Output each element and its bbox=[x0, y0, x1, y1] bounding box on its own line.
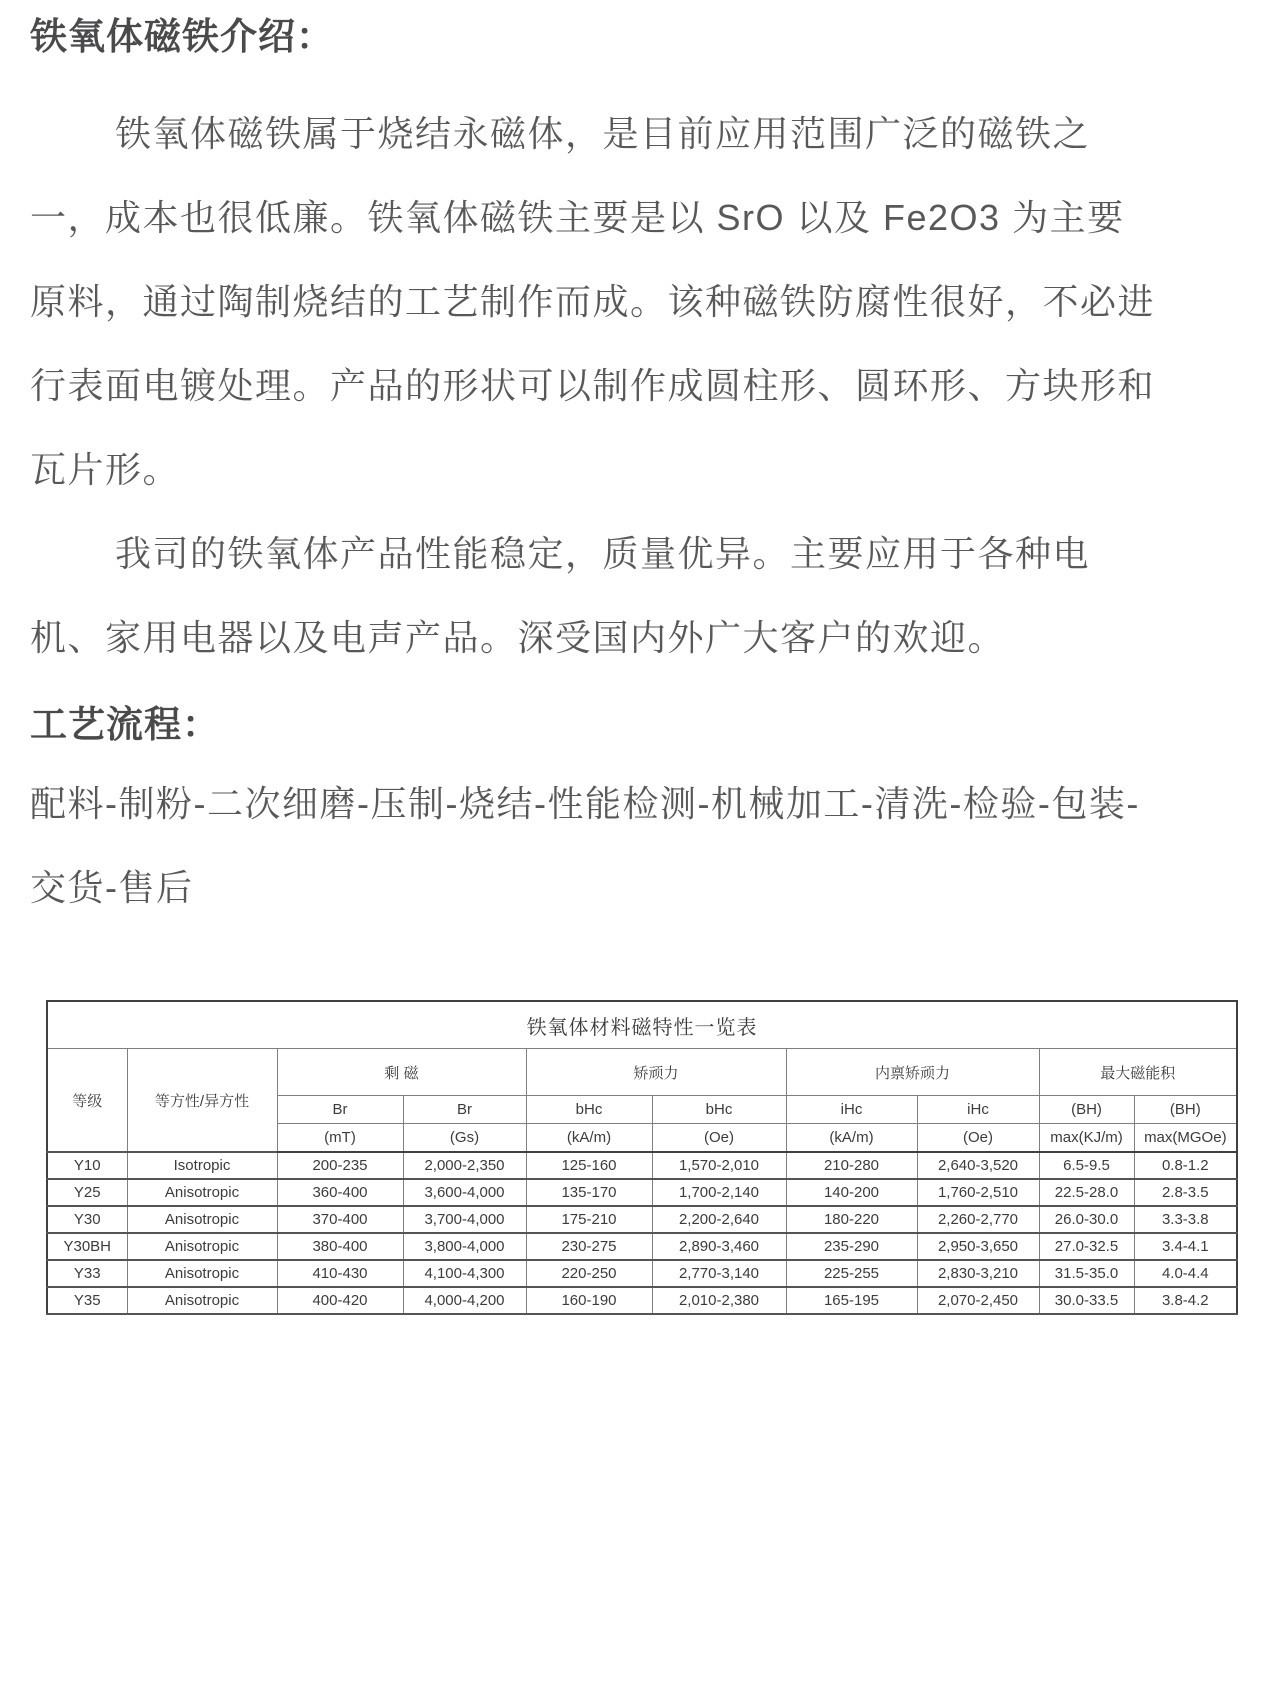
col-group-coercivity: 矫顽力 bbox=[526, 1049, 786, 1096]
cell-bhc-kam: 220-250 bbox=[526, 1260, 652, 1287]
cell-ihc-oe: 2,260-2,770 bbox=[917, 1206, 1039, 1233]
table-title-row bbox=[47, 1001, 1237, 1049]
intro-heading: 铁氧体磁铁介绍： bbox=[30, 16, 334, 57]
cell-bhc-oe: 2,890-3,460 bbox=[652, 1233, 786, 1260]
cell-isotropy: Anisotropic bbox=[127, 1260, 277, 1287]
table-group-header-row bbox=[47, 1049, 1237, 1096]
cell-bhc-kam: 230-275 bbox=[526, 1233, 652, 1260]
cell-br-gs: 3,800-4,000 bbox=[403, 1233, 526, 1260]
cell-bh-kjm: 31.5-35.0 bbox=[1039, 1260, 1134, 1287]
cell-ihc-oe: 2,830-3,210 bbox=[917, 1260, 1039, 1287]
cell-br-mt: 410-430 bbox=[277, 1260, 403, 1287]
col-header-isotropy: 等方性/异方性 bbox=[127, 1049, 277, 1153]
magnet-properties-table bbox=[46, 1000, 1238, 1315]
cell-bhc-kam: 135-170 bbox=[526, 1179, 652, 1206]
cell-br-mt: 360-400 bbox=[277, 1179, 403, 1206]
cell-isotropy: Anisotropic bbox=[127, 1233, 277, 1260]
unit-max-mgoe: max(MGOe) bbox=[1134, 1124, 1237, 1153]
cell-bhc-oe: 1,570-2,010 bbox=[652, 1152, 786, 1179]
cell-ihc-kam: 140-200 bbox=[786, 1179, 917, 1206]
table-row-y30bh bbox=[47, 1233, 1237, 1260]
table-row-y25 bbox=[47, 1179, 1237, 1206]
process-flow-text: 配料-制粉-二次细磨-压制-烧结-性能检测-机械加工-清洗-检验-包装-交货-售后 bbox=[30, 783, 1140, 908]
cell-bh-kjm: 26.0-30.0 bbox=[1039, 1206, 1134, 1233]
unit-kam-1: (kA/m) bbox=[526, 1124, 652, 1153]
cell-ihc-kam: 235-290 bbox=[786, 1233, 917, 1260]
cell-bh-mgoe: 4.0-4.4 bbox=[1134, 1260, 1237, 1287]
subheader-bhc-oe: bHc bbox=[652, 1096, 786, 1124]
col-header-grade: 等级 bbox=[47, 1049, 127, 1153]
cell-bh-mgoe: 0.8-1.2 bbox=[1134, 1152, 1237, 1179]
cell-bh-kjm: 27.0-32.5 bbox=[1039, 1233, 1134, 1260]
cell-bhc-kam: 160-190 bbox=[526, 1287, 652, 1314]
cell-bh-kjm: 30.0-33.5 bbox=[1039, 1287, 1134, 1314]
cell-grade: Y30 bbox=[47, 1206, 127, 1233]
process-heading: 工艺流程： bbox=[30, 704, 220, 745]
intro-paragraph-1: 铁氧体磁铁属于烧结永磁体，是目前应用范围广泛的磁铁之一，成本也很低廉。铁氧体磁铁主要是以 SrO 以及 Fe2O3 为主要原料，通过陶制烧结的工艺制作而成。该种磁铁防腐性很好，不必进行表面电镀处理。产品的形状可以制作成圆柱形、圆环形、方块形和瓦片形。 bbox=[30, 113, 1156, 490]
unit-oe-2: (Oe) bbox=[917, 1124, 1039, 1153]
cell-br-gs: 4,000-4,200 bbox=[403, 1287, 526, 1314]
subheader-ihc-oe: iHc bbox=[917, 1096, 1039, 1124]
cell-br-mt: 370-400 bbox=[277, 1206, 403, 1233]
cell-bhc-oe: 2,010-2,380 bbox=[652, 1287, 786, 1314]
col-group-intrinsic-coercivity: 内禀矫顽力 bbox=[786, 1049, 1039, 1096]
subheader-br-mt: Br bbox=[277, 1096, 403, 1124]
cell-bh-mgoe: 3.4-4.1 bbox=[1134, 1233, 1237, 1260]
cell-bh-kjm: 6.5-9.5 bbox=[1039, 1152, 1134, 1179]
cell-bhc-oe: 2,200-2,640 bbox=[652, 1206, 786, 1233]
subheader-bh-kjm: (BH) bbox=[1039, 1096, 1134, 1124]
cell-isotropy: Anisotropic bbox=[127, 1287, 277, 1314]
col-group-remanence: 剩 磁 bbox=[277, 1049, 526, 1096]
table-title: 铁氧体材料磁特性一览表 bbox=[47, 1001, 1237, 1049]
cell-bhc-oe: 1,700-2,140 bbox=[652, 1179, 786, 1206]
cell-ihc-kam: 225-255 bbox=[786, 1260, 917, 1287]
cell-ihc-kam: 210-280 bbox=[786, 1152, 917, 1179]
cell-br-gs: 4,100-4,300 bbox=[403, 1260, 526, 1287]
cell-bh-kjm: 22.5-28.0 bbox=[1039, 1179, 1134, 1206]
cell-grade: Y35 bbox=[47, 1287, 127, 1314]
subheader-bh-mgoe: (BH) bbox=[1134, 1096, 1237, 1124]
cell-bh-mgoe: 3.3-3.8 bbox=[1134, 1206, 1237, 1233]
unit-mt: (mT) bbox=[277, 1124, 403, 1153]
cell-bhc-kam: 175-210 bbox=[526, 1206, 652, 1233]
cell-br-gs: 3,600-4,000 bbox=[403, 1179, 526, 1206]
cell-br-gs: 2,000-2,350 bbox=[403, 1152, 526, 1179]
cell-br-gs: 3,700-4,000 bbox=[403, 1206, 526, 1233]
subheader-br-gs: Br bbox=[403, 1096, 526, 1124]
cell-bhc-oe: 2,770-3,140 bbox=[652, 1260, 786, 1287]
table-row-y35 bbox=[47, 1287, 1237, 1314]
cell-br-mt: 200-235 bbox=[277, 1152, 403, 1179]
cell-grade: Y25 bbox=[47, 1179, 127, 1206]
cell-bh-mgoe: 3.8-4.2 bbox=[1134, 1287, 1237, 1314]
cell-grade: Y10 bbox=[47, 1152, 127, 1179]
col-group-max-energy-product: 最大磁能积 bbox=[1039, 1049, 1237, 1096]
subheader-bhc-kam: bHc bbox=[526, 1096, 652, 1124]
cell-br-mt: 400-420 bbox=[277, 1287, 403, 1314]
unit-max-kjm: max(KJ/m) bbox=[1039, 1124, 1134, 1153]
intro-paragraph-2: 我司的铁氧体产品性能稳定，质量优异。主要应用于各种电机、家用电器以及电声产品。深受国内外广大客户的欢迎。 bbox=[30, 533, 1091, 658]
cell-ihc-oe: 1,760-2,510 bbox=[917, 1179, 1039, 1206]
cell-bh-mgoe: 2.8-3.5 bbox=[1134, 1179, 1237, 1206]
cell-isotropy: Anisotropic bbox=[127, 1206, 277, 1233]
cell-ihc-oe: 2,950-3,650 bbox=[917, 1233, 1039, 1260]
cell-ihc-kam: 165-195 bbox=[786, 1287, 917, 1314]
cell-isotropy: Isotropic bbox=[127, 1152, 277, 1179]
cell-isotropy: Anisotropic bbox=[127, 1179, 277, 1206]
subheader-ihc-kam: iHc bbox=[786, 1096, 917, 1124]
cell-ihc-oe: 2,640-3,520 bbox=[917, 1152, 1039, 1179]
cell-ihc-kam: 180-220 bbox=[786, 1206, 917, 1233]
unit-oe-1: (Oe) bbox=[652, 1124, 786, 1153]
table-row-y33 bbox=[47, 1260, 1237, 1287]
unit-kam-2: (kA/m) bbox=[786, 1124, 917, 1153]
cell-br-mt: 380-400 bbox=[277, 1233, 403, 1260]
cell-grade: Y30BH bbox=[47, 1233, 127, 1260]
cell-grade: Y33 bbox=[47, 1260, 127, 1287]
cell-ihc-oe: 2,070-2,450 bbox=[917, 1287, 1039, 1314]
unit-gs: (Gs) bbox=[403, 1124, 526, 1153]
cell-bhc-kam: 125-160 bbox=[526, 1152, 652, 1179]
table-row-y30 bbox=[47, 1206, 1237, 1233]
table-row-y10 bbox=[47, 1152, 1237, 1179]
